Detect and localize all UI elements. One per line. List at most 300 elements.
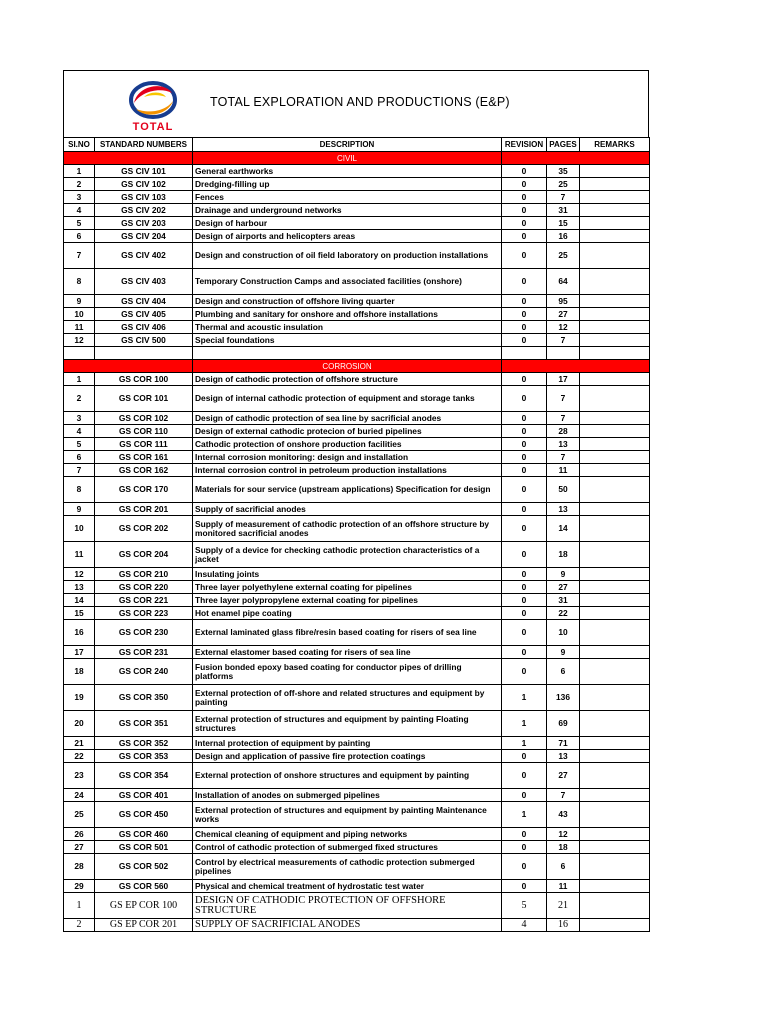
pages-cell: 50 bbox=[547, 477, 580, 503]
remarks-cell bbox=[580, 386, 650, 412]
pages-cell: 31 bbox=[547, 204, 580, 217]
description-cell: Three layer polyethylene external coating for pipelines bbox=[193, 581, 502, 594]
pages-cell: 71 bbox=[547, 737, 580, 750]
revision-cell: 1 bbox=[502, 711, 547, 737]
table-row bbox=[64, 828, 650, 841]
table-row bbox=[64, 802, 650, 828]
standard-number-cell: GS COR 202 bbox=[95, 516, 193, 542]
description-cell: Design of airports and helicopters areas bbox=[193, 230, 502, 243]
standard-number-cell: GS COR 460 bbox=[95, 828, 193, 841]
row-number-cell: 1 bbox=[64, 373, 95, 386]
revision-cell: 0 bbox=[502, 308, 547, 321]
standard-number-cell: GS COR 450 bbox=[95, 802, 193, 828]
row-number-cell: 14 bbox=[64, 594, 95, 607]
table-row bbox=[64, 204, 650, 217]
description-cell: DESIGN OF CATHODIC PROTECTION OF OFFSHORE STRUCTURE bbox=[193, 893, 502, 919]
standard-number-cell: GS COR 101 bbox=[95, 386, 193, 412]
table-row bbox=[64, 425, 650, 438]
table-row bbox=[64, 243, 650, 269]
remarks-cell bbox=[580, 841, 650, 854]
standard-number-cell: GS COR 223 bbox=[95, 607, 193, 620]
pages-cell: 69 bbox=[547, 711, 580, 737]
revision-cell: 0 bbox=[502, 269, 547, 295]
blank-cell bbox=[547, 347, 580, 360]
pages-cell: 27 bbox=[547, 308, 580, 321]
blank-cell bbox=[502, 347, 547, 360]
pages-cell: 11 bbox=[547, 880, 580, 893]
col-header-sino: SI.NO bbox=[64, 138, 95, 152]
revision-cell: 0 bbox=[502, 581, 547, 594]
revision-cell: 0 bbox=[502, 607, 547, 620]
row-number-cell: 13 bbox=[64, 581, 95, 594]
row-number-cell: 26 bbox=[64, 828, 95, 841]
total-logo bbox=[120, 79, 186, 133]
standard-number-cell: GS COR 353 bbox=[95, 750, 193, 763]
remarks-cell bbox=[580, 412, 650, 425]
table-row bbox=[64, 334, 650, 347]
remarks-cell bbox=[580, 321, 650, 334]
description-cell: Temporary Construction Camps and associated facilities (onshore) bbox=[193, 269, 502, 295]
row-number-cell: 4 bbox=[64, 204, 95, 217]
description-cell: Physical and chemical treatment of hydrostatic test water bbox=[193, 880, 502, 893]
standard-number-cell: GS CIV 202 bbox=[95, 204, 193, 217]
remarks-cell bbox=[580, 464, 650, 477]
row-number-cell: 15 bbox=[64, 607, 95, 620]
description-cell: Fusion bonded epoxy based coating for conductor pipes of drilling platforms bbox=[193, 659, 502, 685]
remarks-cell bbox=[580, 334, 650, 347]
revision-cell: 0 bbox=[502, 243, 547, 269]
remarks-cell bbox=[580, 607, 650, 620]
table-row bbox=[64, 373, 650, 386]
standard-number-cell: GS CIV 404 bbox=[95, 295, 193, 308]
standard-number-cell: GS COR 351 bbox=[95, 711, 193, 737]
table-row bbox=[64, 542, 650, 568]
standard-number-cell: GS CIV 101 bbox=[95, 165, 193, 178]
pages-cell: 136 bbox=[547, 685, 580, 711]
table-row bbox=[64, 737, 650, 750]
remarks-cell bbox=[580, 828, 650, 841]
table-row bbox=[64, 893, 650, 919]
remarks-cell bbox=[580, 893, 650, 919]
table-row bbox=[64, 438, 650, 451]
remarks-cell bbox=[580, 620, 650, 646]
row-number-cell: 1 bbox=[64, 165, 95, 178]
row-number-cell: 27 bbox=[64, 841, 95, 854]
pages-cell: 25 bbox=[547, 178, 580, 191]
row-number-cell: 10 bbox=[64, 308, 95, 321]
standard-number-cell: GS COR 111 bbox=[95, 438, 193, 451]
pages-cell: 7 bbox=[547, 386, 580, 412]
description-cell: Hot enamel pipe coating bbox=[193, 607, 502, 620]
row-number-cell: 11 bbox=[64, 321, 95, 334]
revision-cell: 0 bbox=[502, 659, 547, 685]
row-number-cell: 2 bbox=[64, 386, 95, 412]
pages-cell: 6 bbox=[547, 659, 580, 685]
revision-cell: 0 bbox=[502, 334, 547, 347]
standard-number-cell: GS CIV 204 bbox=[95, 230, 193, 243]
revision-cell: 0 bbox=[502, 178, 547, 191]
description-cell: SUPPLY OF SACRIFICIAL ANODES bbox=[193, 919, 502, 932]
pages-cell: 13 bbox=[547, 750, 580, 763]
table-row bbox=[64, 295, 650, 308]
standard-number-cell: GS COR 102 bbox=[95, 412, 193, 425]
description-cell: Supply of sacrificial anodes bbox=[193, 503, 502, 516]
revision-cell: 0 bbox=[502, 503, 547, 516]
revision-cell: 0 bbox=[502, 373, 547, 386]
pages-cell: 10 bbox=[547, 620, 580, 646]
description-cell: Special foundations bbox=[193, 334, 502, 347]
table-row bbox=[64, 321, 650, 334]
table-row bbox=[64, 217, 650, 230]
description-cell: Thermal and acoustic insulation bbox=[193, 321, 502, 334]
standard-number-cell: GS CIV 406 bbox=[95, 321, 193, 334]
standard-number-cell: GS CIV 103 bbox=[95, 191, 193, 204]
revision-cell: 0 bbox=[502, 230, 547, 243]
description-cell: External protection of structures and equipment by painting Floating structures bbox=[193, 711, 502, 737]
revision-cell: 5 bbox=[502, 893, 547, 919]
pages-cell: 35 bbox=[547, 165, 580, 178]
table-row bbox=[64, 620, 650, 646]
remarks-cell bbox=[580, 646, 650, 659]
revision-cell: 0 bbox=[502, 854, 547, 880]
standard-number-cell: GS COR 161 bbox=[95, 451, 193, 464]
remarks-cell bbox=[580, 425, 650, 438]
row-number-cell: 12 bbox=[64, 568, 95, 581]
pages-cell: 14 bbox=[547, 516, 580, 542]
section-cell-blank bbox=[502, 360, 650, 373]
standard-number-cell: GS COR 240 bbox=[95, 659, 193, 685]
description-cell: Chemical cleaning of equipment and piping networks bbox=[193, 828, 502, 841]
remarks-cell bbox=[580, 581, 650, 594]
row-number-cell: 22 bbox=[64, 750, 95, 763]
table-row bbox=[64, 581, 650, 594]
table-row bbox=[64, 685, 650, 711]
revision-cell: 0 bbox=[502, 425, 547, 438]
table-row bbox=[64, 477, 650, 503]
col-header-description: DESCRIPTION bbox=[193, 138, 502, 152]
revision-cell: 0 bbox=[502, 763, 547, 789]
table-row bbox=[64, 516, 650, 542]
row-number-cell: 5 bbox=[64, 438, 95, 451]
table-row bbox=[64, 503, 650, 516]
description-cell: Design of internal cathodic protection of equipment and storage tanks bbox=[193, 386, 502, 412]
remarks-cell bbox=[580, 789, 650, 802]
revision-cell: 0 bbox=[502, 646, 547, 659]
row-number-cell: 16 bbox=[64, 620, 95, 646]
revision-cell: 0 bbox=[502, 594, 547, 607]
pages-cell: 7 bbox=[547, 191, 580, 204]
standard-number-cell: GS CIV 203 bbox=[95, 217, 193, 230]
remarks-cell bbox=[580, 919, 650, 932]
row-number-cell: 8 bbox=[64, 477, 95, 503]
remarks-cell bbox=[580, 750, 650, 763]
remarks-cell bbox=[580, 711, 650, 737]
blank-row bbox=[64, 347, 650, 360]
remarks-cell bbox=[580, 542, 650, 568]
description-cell: Plumbing and sanitary for onshore and offshore installations bbox=[193, 308, 502, 321]
remarks-cell bbox=[580, 516, 650, 542]
row-number-cell: 10 bbox=[64, 516, 95, 542]
table-row bbox=[64, 308, 650, 321]
section-title: CORROSION bbox=[193, 360, 502, 373]
table-row bbox=[64, 763, 650, 789]
section-cell-blank bbox=[502, 152, 650, 165]
col-header-pages: PAGES bbox=[547, 138, 580, 152]
revision-cell: 0 bbox=[502, 880, 547, 893]
row-number-cell: 5 bbox=[64, 217, 95, 230]
table-row bbox=[64, 659, 650, 685]
description-cell: Supply of measurement of cathodic protection of an offshore structure by monitored sacrificial anodes bbox=[193, 516, 502, 542]
row-number-cell: 2 bbox=[64, 919, 95, 932]
remarks-cell bbox=[580, 308, 650, 321]
description-cell: External protection of off-shore and related structures and equipment by painting bbox=[193, 685, 502, 711]
section-header-row bbox=[64, 152, 650, 165]
revision-cell: 0 bbox=[502, 620, 547, 646]
table-row bbox=[64, 568, 650, 581]
standard-number-cell: GS CIV 402 bbox=[95, 243, 193, 269]
table-row bbox=[64, 412, 650, 425]
row-number-cell: 8 bbox=[64, 269, 95, 295]
standard-number-cell: GS COR 350 bbox=[95, 685, 193, 711]
pages-cell: 22 bbox=[547, 607, 580, 620]
revision-cell: 0 bbox=[502, 516, 547, 542]
standard-number-cell: GS CIV 102 bbox=[95, 178, 193, 191]
pages-cell: 95 bbox=[547, 295, 580, 308]
blank-cell bbox=[95, 347, 193, 360]
row-number-cell: 12 bbox=[64, 334, 95, 347]
table-row bbox=[64, 789, 650, 802]
standard-number-cell: GS COR 100 bbox=[95, 373, 193, 386]
remarks-cell bbox=[580, 230, 650, 243]
revision-cell: 0 bbox=[502, 386, 547, 412]
pages-cell: 17 bbox=[547, 373, 580, 386]
standard-number-cell: GS CIV 405 bbox=[95, 308, 193, 321]
revision-cell: 0 bbox=[502, 451, 547, 464]
standard-number-cell: GS COR 221 bbox=[95, 594, 193, 607]
pages-cell: 13 bbox=[547, 438, 580, 451]
standard-number-cell: GS EP COR 201 bbox=[95, 919, 193, 932]
description-cell: External protection of onshore structures and equipment by painting bbox=[193, 763, 502, 789]
pages-cell: 13 bbox=[547, 503, 580, 516]
standard-number-cell: GS COR 230 bbox=[95, 620, 193, 646]
table-row bbox=[64, 269, 650, 295]
pages-cell: 43 bbox=[547, 802, 580, 828]
remarks-cell bbox=[580, 737, 650, 750]
pages-cell: 12 bbox=[547, 828, 580, 841]
table-body bbox=[64, 152, 650, 932]
pages-cell: 7 bbox=[547, 334, 580, 347]
table-row bbox=[64, 464, 650, 477]
standard-number-cell: GS COR 231 bbox=[95, 646, 193, 659]
table-row bbox=[64, 711, 650, 737]
revision-cell: 0 bbox=[502, 750, 547, 763]
pages-cell: 12 bbox=[547, 321, 580, 334]
pages-cell: 18 bbox=[547, 841, 580, 854]
table-row bbox=[64, 594, 650, 607]
description-cell: Dredging-filling up bbox=[193, 178, 502, 191]
section-cell-blank bbox=[64, 360, 193, 373]
remarks-cell bbox=[580, 295, 650, 308]
section-header-row bbox=[64, 360, 650, 373]
table-row bbox=[64, 165, 650, 178]
revision-cell: 0 bbox=[502, 321, 547, 334]
remarks-cell bbox=[580, 178, 650, 191]
revision-cell: 0 bbox=[502, 204, 547, 217]
document-header bbox=[63, 70, 649, 138]
blank-cell bbox=[193, 347, 502, 360]
blank-cell bbox=[580, 347, 650, 360]
description-cell: Internal protection of equipment by painting bbox=[193, 737, 502, 750]
description-cell: Internal corrosion monitoring: design and installation bbox=[193, 451, 502, 464]
revision-cell: 0 bbox=[502, 477, 547, 503]
row-number-cell: 1 bbox=[64, 893, 95, 919]
table-row bbox=[64, 919, 650, 932]
pages-cell: 27 bbox=[547, 763, 580, 789]
row-number-cell: 6 bbox=[64, 230, 95, 243]
description-cell: Design and application of passive fire protection coatings bbox=[193, 750, 502, 763]
remarks-cell bbox=[580, 503, 650, 516]
table-row bbox=[64, 607, 650, 620]
remarks-cell bbox=[580, 763, 650, 789]
description-cell: Design of harbour bbox=[193, 217, 502, 230]
standards-table bbox=[63, 137, 650, 932]
standard-number-cell: GS COR 204 bbox=[95, 542, 193, 568]
revision-cell: 0 bbox=[502, 789, 547, 802]
row-number-cell: 9 bbox=[64, 503, 95, 516]
description-cell: Cathodic protection of onshore production facilities bbox=[193, 438, 502, 451]
row-number-cell: 7 bbox=[64, 243, 95, 269]
remarks-cell bbox=[580, 438, 650, 451]
standard-number-cell: GS CIV 403 bbox=[95, 269, 193, 295]
table-row bbox=[64, 880, 650, 893]
standard-number-cell: GS COR 354 bbox=[95, 763, 193, 789]
revision-cell: 0 bbox=[502, 542, 547, 568]
pages-cell: 7 bbox=[547, 789, 580, 802]
description-cell: Fences bbox=[193, 191, 502, 204]
revision-cell: 0 bbox=[502, 568, 547, 581]
row-number-cell: 18 bbox=[64, 659, 95, 685]
standard-number-cell: GS COR 201 bbox=[95, 503, 193, 516]
row-number-cell: 23 bbox=[64, 763, 95, 789]
row-number-cell: 6 bbox=[64, 451, 95, 464]
description-cell: Design of cathodic protection of sea line by sacrificial anodes bbox=[193, 412, 502, 425]
col-header-standard: STANDARD NUMBERS bbox=[95, 138, 193, 152]
table-row bbox=[64, 854, 650, 880]
table-row bbox=[64, 750, 650, 763]
revision-cell: 0 bbox=[502, 191, 547, 204]
remarks-cell bbox=[580, 659, 650, 685]
description-cell: External elastomer based coating for risers of sea line bbox=[193, 646, 502, 659]
row-number-cell: 29 bbox=[64, 880, 95, 893]
table-row bbox=[64, 230, 650, 243]
remarks-cell bbox=[580, 451, 650, 464]
description-cell: Installation of anodes on submerged pipelines bbox=[193, 789, 502, 802]
row-number-cell: 3 bbox=[64, 412, 95, 425]
description-cell: Insulating joints bbox=[193, 568, 502, 581]
row-number-cell: 24 bbox=[64, 789, 95, 802]
remarks-cell bbox=[580, 880, 650, 893]
remarks-cell bbox=[580, 373, 650, 386]
pages-cell: 6 bbox=[547, 854, 580, 880]
document-title: TOTAL EXPLORATION AND PRODUCTIONS (E&P) bbox=[210, 95, 510, 109]
row-number-cell: 11 bbox=[64, 542, 95, 568]
table-row bbox=[64, 646, 650, 659]
revision-cell: 0 bbox=[502, 828, 547, 841]
standard-number-cell: GS COR 210 bbox=[95, 568, 193, 581]
row-number-cell: 7 bbox=[64, 464, 95, 477]
revision-cell: 0 bbox=[502, 412, 547, 425]
pages-cell: 64 bbox=[547, 269, 580, 295]
remarks-cell bbox=[580, 243, 650, 269]
pages-cell: 7 bbox=[547, 412, 580, 425]
pages-cell: 28 bbox=[547, 425, 580, 438]
remarks-cell bbox=[580, 568, 650, 581]
remarks-cell bbox=[580, 191, 650, 204]
pages-cell: 9 bbox=[547, 646, 580, 659]
pages-cell: 27 bbox=[547, 581, 580, 594]
description-cell: External protection of structures and equipment by painting Maintenance works bbox=[193, 802, 502, 828]
row-number-cell: 19 bbox=[64, 685, 95, 711]
revision-cell: 0 bbox=[502, 165, 547, 178]
description-cell: Control of cathodic protection of submerged fixed structures bbox=[193, 841, 502, 854]
description-cell: External laminated glass fibre/resin based coating for risers of sea line bbox=[193, 620, 502, 646]
row-number-cell: 9 bbox=[64, 295, 95, 308]
description-cell: Supply of a device for checking cathodic protection characteristics of a jacket bbox=[193, 542, 502, 568]
row-number-cell: 20 bbox=[64, 711, 95, 737]
col-header-revision: REVISION bbox=[502, 138, 547, 152]
standard-number-cell: GS COR 560 bbox=[95, 880, 193, 893]
description-cell: Design and construction of offshore living quarter bbox=[193, 295, 502, 308]
col-header-remarks: REMARKS bbox=[580, 138, 650, 152]
logo-wordmark: TOTAL bbox=[132, 121, 174, 133]
row-number-cell: 4 bbox=[64, 425, 95, 438]
pages-cell: 31 bbox=[547, 594, 580, 607]
table-row bbox=[64, 841, 650, 854]
remarks-cell bbox=[580, 165, 650, 178]
description-cell: Drainage and underground networks bbox=[193, 204, 502, 217]
table-header-row bbox=[64, 138, 650, 152]
row-number-cell: 25 bbox=[64, 802, 95, 828]
remarks-cell bbox=[580, 854, 650, 880]
description-cell: Design of external cathodic protecion of buried pipelines bbox=[193, 425, 502, 438]
standard-number-cell: GS COR 501 bbox=[95, 841, 193, 854]
standard-number-cell: GS EP COR 100 bbox=[95, 893, 193, 919]
pages-cell: 16 bbox=[547, 230, 580, 243]
pages-cell: 9 bbox=[547, 568, 580, 581]
description-cell: Three layer polypropylene external coating for pipelines bbox=[193, 594, 502, 607]
revision-cell: 4 bbox=[502, 919, 547, 932]
description-cell: Internal corrosion control in petroleum production installations bbox=[193, 464, 502, 477]
row-number-cell: 2 bbox=[64, 178, 95, 191]
remarks-cell bbox=[580, 802, 650, 828]
revision-cell: 1 bbox=[502, 685, 547, 711]
row-number-cell: 21 bbox=[64, 737, 95, 750]
row-number-cell: 28 bbox=[64, 854, 95, 880]
pages-cell: 18 bbox=[547, 542, 580, 568]
table-row bbox=[64, 451, 650, 464]
standard-number-cell: GS COR 352 bbox=[95, 737, 193, 750]
remarks-cell bbox=[580, 594, 650, 607]
pages-cell: 11 bbox=[547, 464, 580, 477]
revision-cell: 0 bbox=[502, 217, 547, 230]
blank-cell bbox=[64, 347, 95, 360]
section-title: CIVIL bbox=[193, 152, 502, 165]
table-row bbox=[64, 386, 650, 412]
remarks-cell bbox=[580, 685, 650, 711]
revision-cell: 1 bbox=[502, 802, 547, 828]
revision-cell: 0 bbox=[502, 464, 547, 477]
revision-cell: 1 bbox=[502, 737, 547, 750]
